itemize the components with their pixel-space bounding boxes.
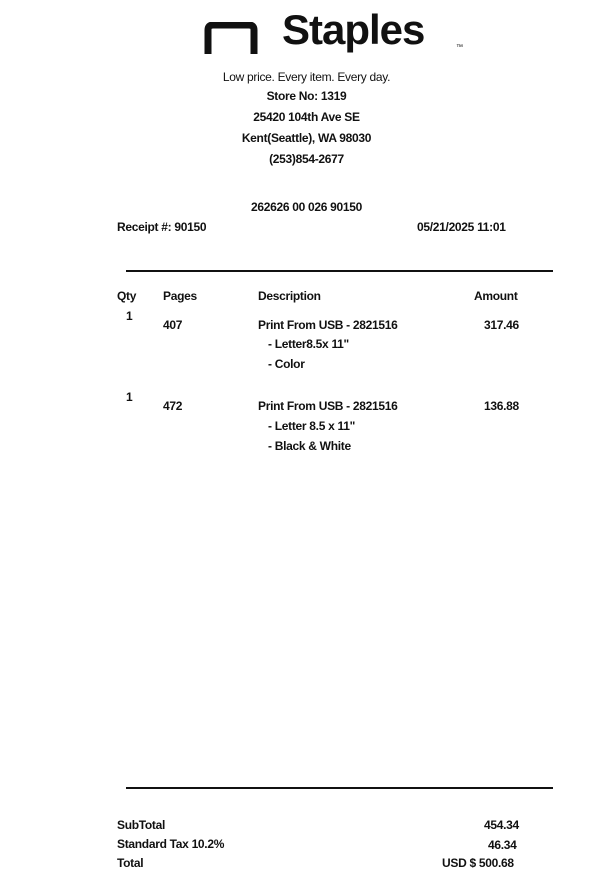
- item-1-pages: 407: [163, 318, 183, 332]
- receipt-number: Receipt #: 90150: [117, 220, 207, 234]
- total-value: USD $ 500.68: [442, 856, 514, 870]
- receipt-datetime: 05/21/2025 11:01: [417, 220, 506, 234]
- brand-name: Staples: [282, 6, 425, 53]
- total-label: Total: [117, 856, 144, 870]
- subtotal-label: SubTotal: [117, 818, 166, 832]
- tagline: Low price. Every item. Every day.: [222, 70, 391, 84]
- staple-icon: [204, 22, 258, 54]
- item-1-detail-color: - Color: [268, 357, 305, 371]
- item-1-detail-size: - Letter8.5x 11": [268, 337, 349, 351]
- barcode-number: 262626 00 026 90150: [250, 200, 363, 214]
- subtotal-value: 454.34: [484, 818, 519, 832]
- trademark-mark: ™: [456, 44, 463, 51]
- header-description: Description: [258, 289, 321, 303]
- tax-value: 46.34: [488, 838, 517, 852]
- header-pages: Pages: [163, 289, 197, 303]
- item-2-description: Print From USB - 2821516: [258, 399, 398, 413]
- store-number: Store No: 1319: [266, 89, 347, 103]
- tax-label: Standard Tax 10.2%: [117, 837, 225, 851]
- item-2-amount: 136.88: [484, 399, 519, 413]
- header-qty: Qty: [117, 289, 137, 303]
- item-2-detail-color: - Black & White: [268, 439, 351, 453]
- divider-top: [126, 270, 553, 272]
- address-line-2: Kent(Seattle), WA 98030: [241, 131, 372, 145]
- item-1-amount: 317.46: [484, 318, 519, 332]
- item-2-pages: 472: [163, 399, 183, 413]
- divider-bottom: [126, 787, 553, 789]
- item-2-qty: 1: [126, 390, 133, 404]
- staples-logo: [200, 8, 470, 56]
- store-phone: (253)854-2677: [269, 152, 344, 166]
- header-amount: Amount: [474, 289, 518, 303]
- item-2-detail-size: - Letter 8.5 x 11": [268, 419, 356, 433]
- address-line-1: 25420 104th Ave SE: [253, 110, 360, 124]
- item-1-qty: 1: [126, 309, 133, 323]
- item-1-description: Print From USB - 2821516: [258, 318, 398, 332]
